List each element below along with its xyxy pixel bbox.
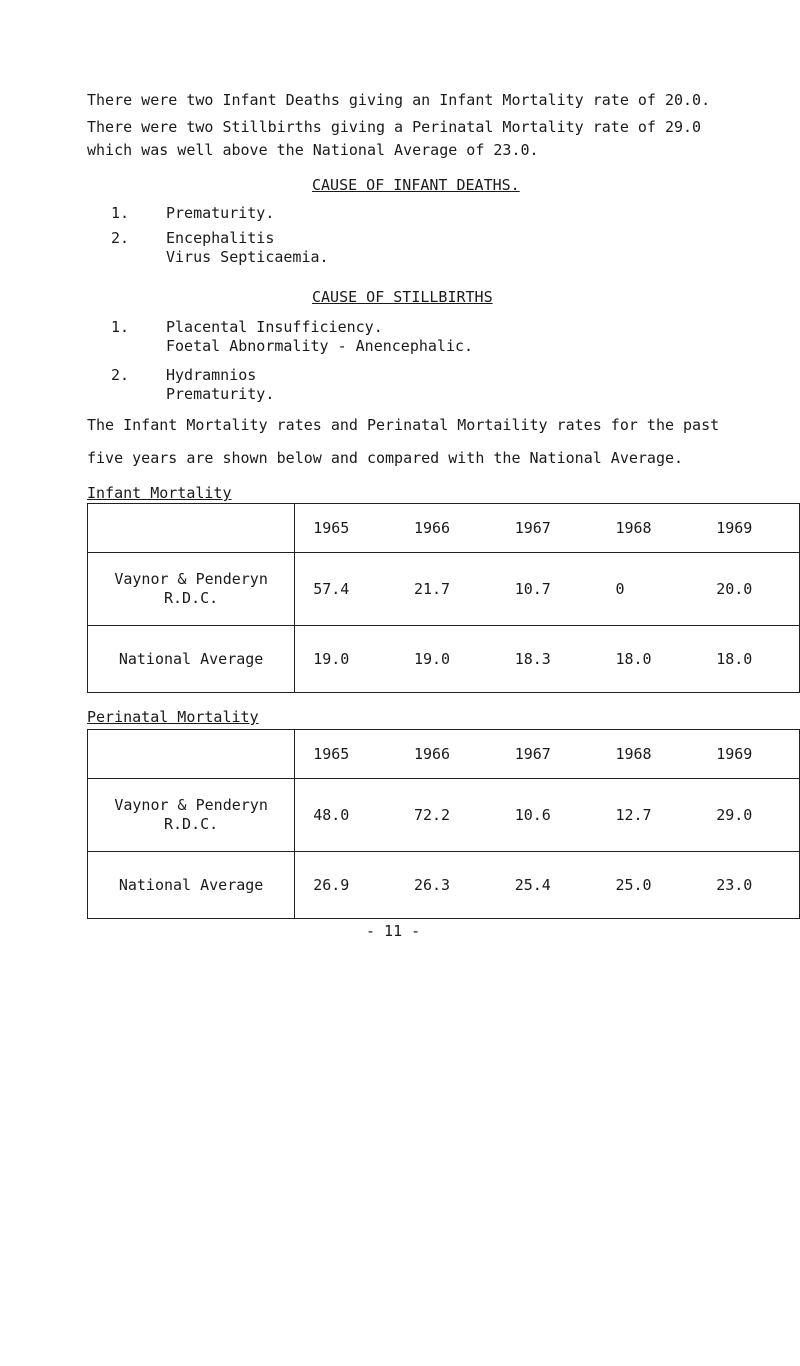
page-number: - 11 - [366,922,421,940]
cause-line: Prematurity. [166,385,275,403]
table-cell: 0 [597,553,698,626]
table-cell: 26.9 [295,852,396,919]
year-header: 1969 [698,730,799,779]
perinatal-mortality-table [87,729,800,919]
perinatal-mortality-title: Perinatal Mortality [87,708,259,726]
table-cell: 72.2 [396,779,497,852]
table-corner-cell [88,730,295,779]
row-label-line-2: R.D.C. [164,815,219,833]
infant-deaths-heading: CAUSE OF INFANT DEATHS. [312,176,520,194]
table-cell: 10.7 [497,553,598,626]
infant-death-cause-1 [166,204,274,223]
table-cell: 25.4 [497,852,598,919]
stillbirth-cause-2 [166,366,274,404]
table-cell: 18.0 [698,626,799,693]
table-cell: 21.7 [396,553,497,626]
year-header: 1965 [295,504,396,553]
infant-death-number-1: 1. [111,204,130,222]
table-cell: 12.7 [597,779,698,852]
stillbirths-heading: CAUSE OF STILLBIRTHS [312,288,493,306]
row-label: National Average [88,626,295,693]
row-label-line-2: R.D.C. [164,589,219,607]
table-header-row [88,504,800,553]
table-cell: 19.0 [396,626,497,693]
infant-death-number-2: 2. [111,229,130,247]
year-header: 1968 [597,504,698,553]
cause-line: Prematurity. [166,204,275,222]
row-label-line-1: Vaynor & Penderyn [114,570,268,588]
intro-line-2: There were two Stillbirths giving a Perinatal Mortality rate of 29.0 [87,118,702,136]
table-row [88,626,800,693]
row-label-line-1: Vaynor & Penderyn [114,796,268,814]
row-label [88,553,295,626]
table-row [88,553,800,626]
year-header: 1968 [597,730,698,779]
table-cell: 25.0 [597,852,698,919]
year-header: 1966 [396,730,497,779]
table-cell: 18.3 [497,626,598,693]
comparison-line-1: The Infant Mortality rates and Perinatal Mortaility rates for the past [87,416,720,434]
table-cell: 18.0 [597,626,698,693]
table-cell: 19.0 [295,626,396,693]
cause-line: Placental Insufficiency. [166,318,383,336]
table-cell: 20.0 [698,553,799,626]
table-row [88,852,800,919]
comparison-line-2: five years are shown below and compared with the National Average. [87,449,684,467]
table-cell: 29.0 [698,779,799,852]
intro-line-3: which was well above the National Average of 23.0. [87,141,539,159]
infant-death-cause-2 [166,229,329,267]
year-header: 1967 [497,504,598,553]
stillbirth-cause-1 [166,318,473,356]
infant-mortality-title: Infant Mortality [87,484,232,502]
cause-line: Hydramnios [166,366,257,384]
intro-line-1: There were two Infant Deaths giving an Infant Mortality rate of 20.0. [87,91,711,109]
table-row [88,779,800,852]
row-label: National Average [88,852,295,919]
row-label [88,779,295,852]
table-cell: 26.3 [396,852,497,919]
infant-mortality-table [87,503,800,693]
stillbirth-number-2: 2. [111,366,130,384]
table-cell: 57.4 [295,553,396,626]
table-cell: 10.6 [497,779,598,852]
cause-line: Foetal Abnormality - Anencephalic. [166,337,474,355]
table-header-row [88,730,800,779]
year-header: 1966 [396,504,497,553]
year-header: 1969 [698,504,799,553]
cause-line: Virus Septicaemia. [166,248,329,266]
year-header: 1967 [497,730,598,779]
table-cell: 23.0 [698,852,799,919]
table-cell: 48.0 [295,779,396,852]
cause-line: Encephalitis [166,229,275,247]
year-header: 1965 [295,730,396,779]
stillbirth-number-1: 1. [111,318,130,336]
table-corner-cell [88,504,295,553]
